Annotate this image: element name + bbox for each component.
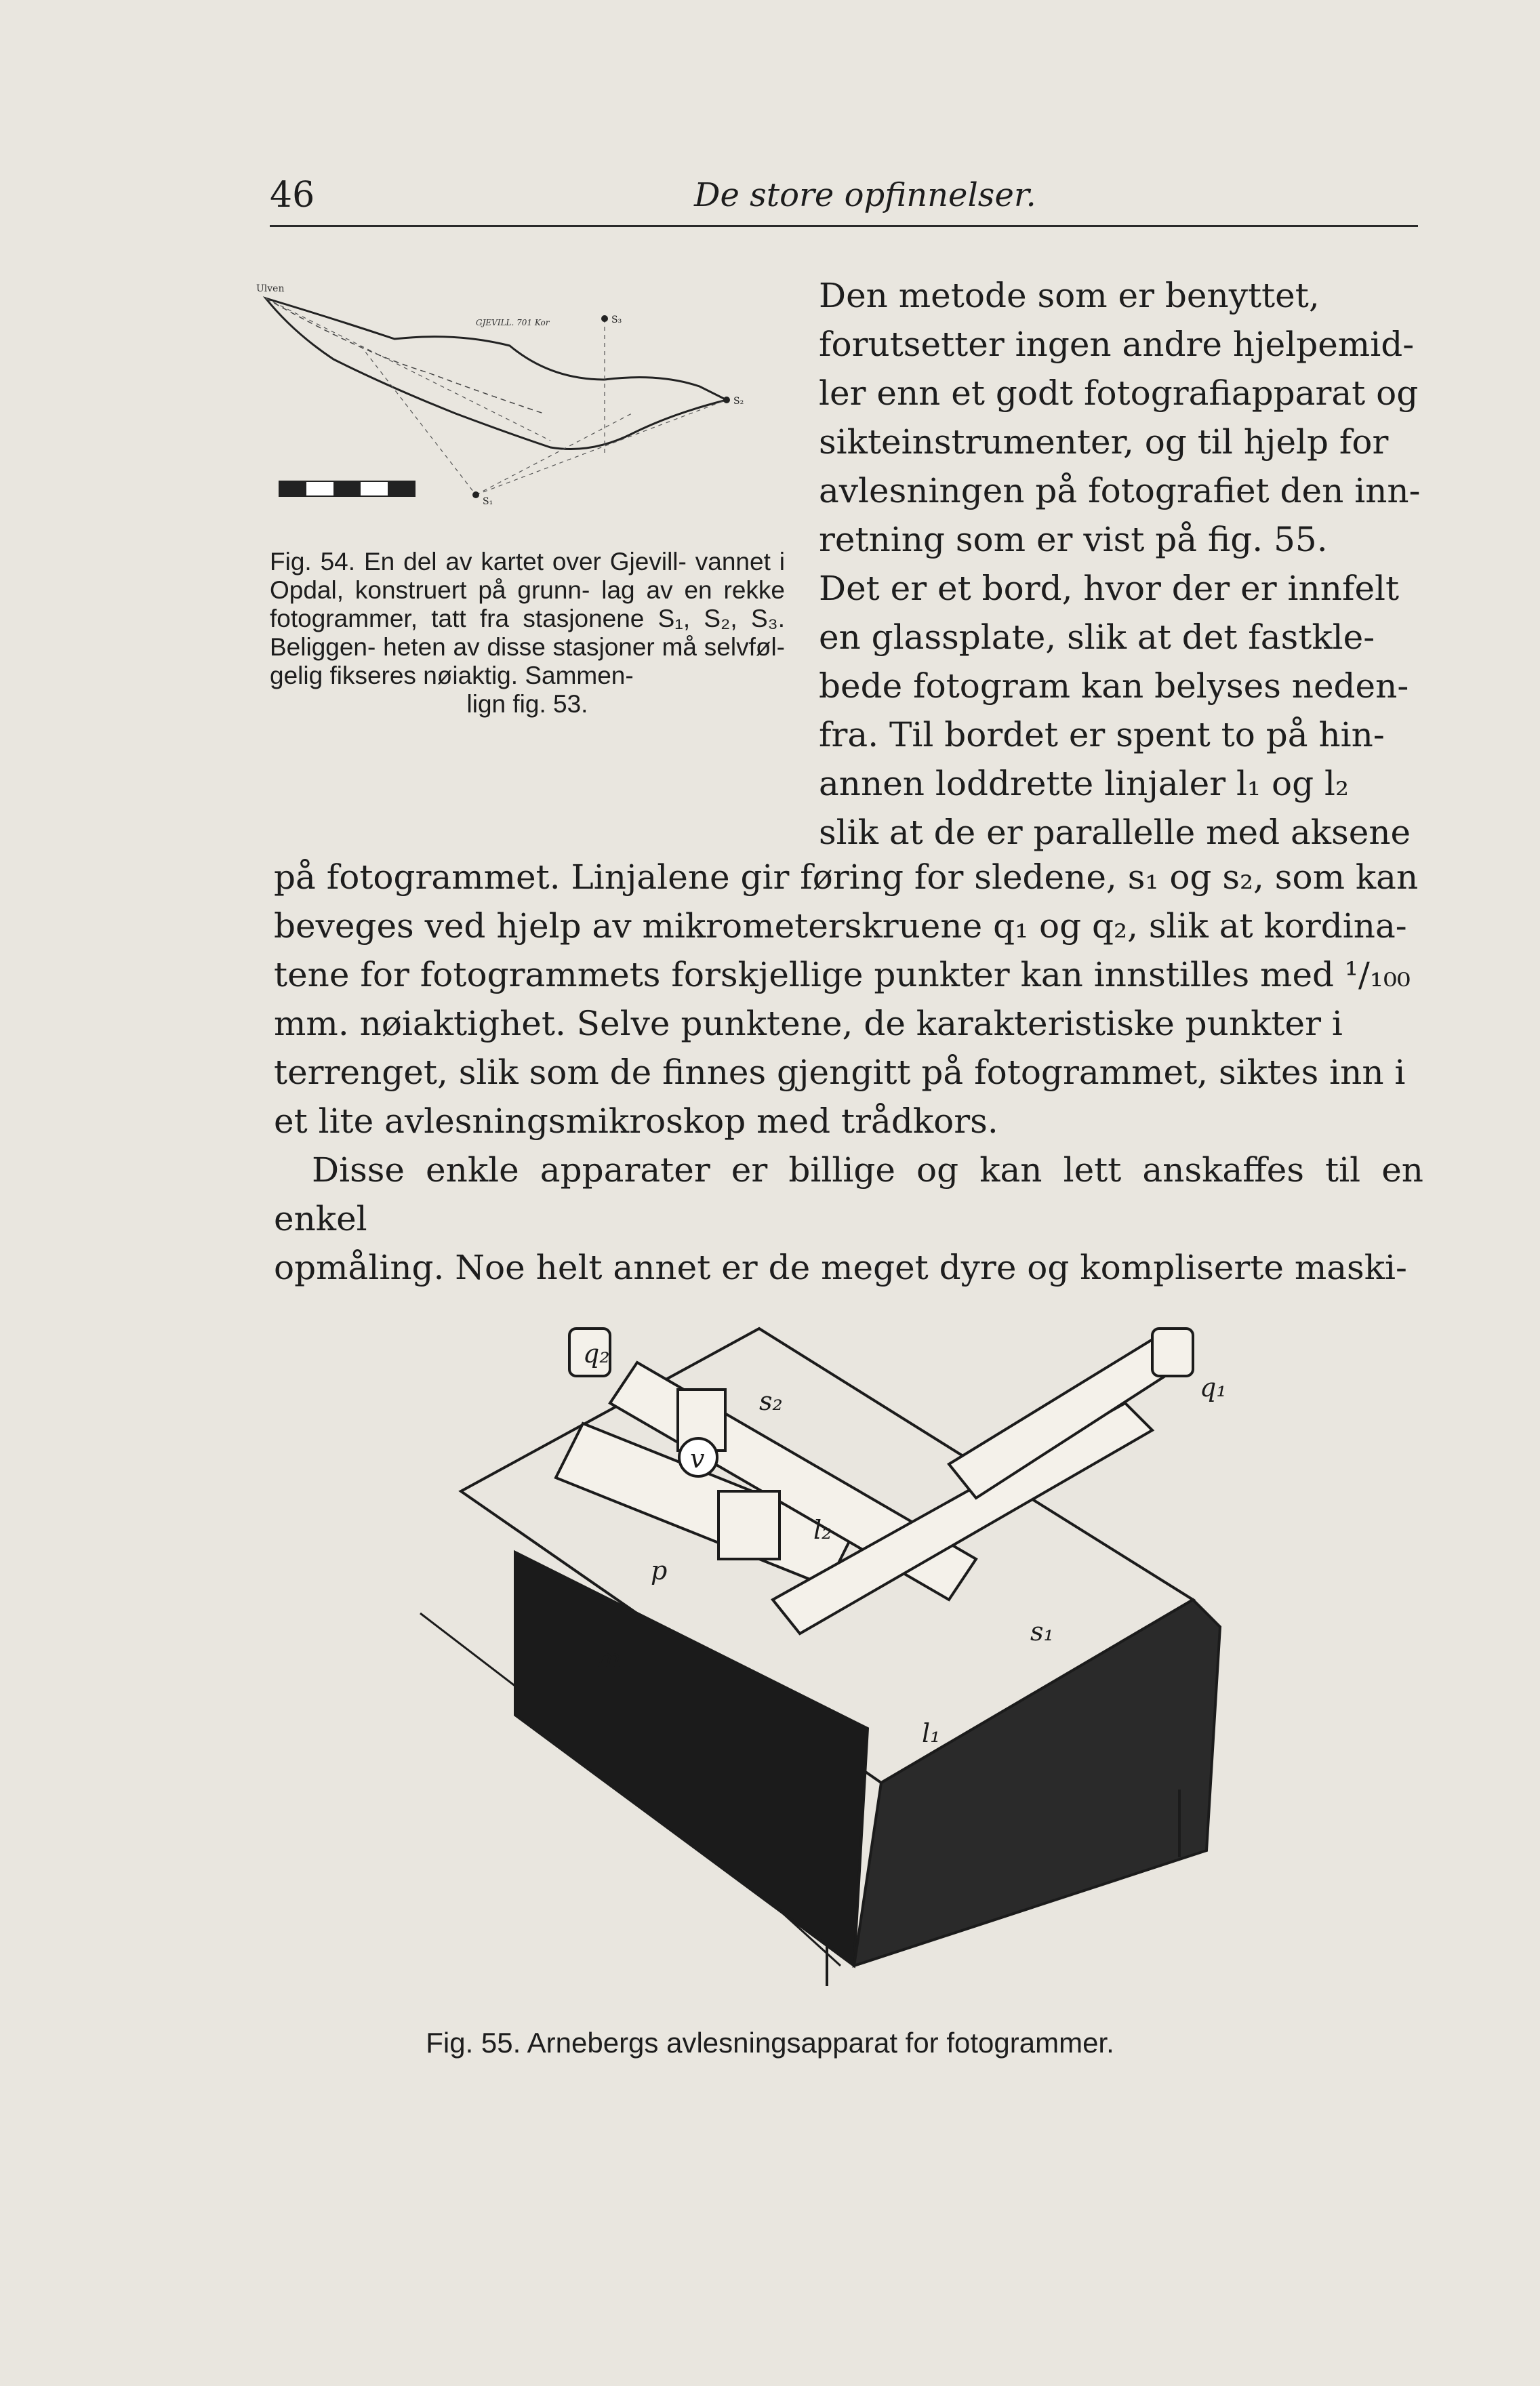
text-line: på fotogrammet. Linjalene gir føring for sledene, s₁ og s₂, som kan (274, 857, 1419, 897)
text-line: slik at de er parallelle med aksene (819, 813, 1411, 852)
table-side-face (854, 1600, 1220, 1966)
text-line: Disse enkle apparater er billige og kan lett anskaffes til en enkel (274, 1150, 1423, 1238)
apparatus-drawing (380, 1315, 1383, 1993)
caption-line: Fig. 54. En del av kartet over Gjevill- (270, 548, 687, 575)
scale-bar (279, 481, 415, 496)
label-l2: l₂ (813, 1515, 832, 1545)
station-s1-marker (472, 491, 479, 498)
text-line: et lite avlesningsmikroskop med trådkors. (274, 1101, 998, 1141)
figure-55-caption: Fig. 55. Arnebergs avlesningsapparat for fotogrammer. (426, 2027, 1114, 2059)
caption-line: gelig fikseres nøiaktig. Sammen- (270, 662, 634, 689)
caption-line: heten av disse stasjoner må selvføl- (383, 633, 785, 661)
text-line: bede fotogram kan belyses neden- (819, 666, 1409, 706)
caption-line: vannet i Opdal, konstruert på grunn- (270, 548, 785, 604)
text-line: en glassplate, slik at det fastkle- (819, 618, 1375, 657)
full-width-text (274, 853, 1423, 1292)
text-line: opmåling. Noe helt annet er de meget dyre og kompliserte maski- (274, 1248, 1407, 1287)
text-line: Den metode som er benyttet, (819, 276, 1320, 315)
screw-q1-head (1152, 1329, 1193, 1376)
map-label-ulven: Ulven (256, 283, 285, 294)
text-line: annen loddrette linjaler l₁ og l₂ (819, 764, 1350, 803)
right-column-text (819, 271, 1423, 857)
label-s2: s₂ (759, 1386, 783, 1416)
map-label-s3: S₃ (611, 315, 622, 325)
label-q1: q₁ (1200, 1373, 1227, 1402)
figure-55-apparatus (380, 1315, 1383, 1993)
caption-line: lign fig. 53. (466, 690, 588, 718)
text-line: terrenget, slik som de finnes gjengitt på fotogrammet, siktes inn i (274, 1053, 1406, 1092)
label-s1: s₁ (1030, 1617, 1054, 1646)
station-s2-marker (723, 397, 730, 403)
text-line: Det er et bord, hvor der er innfelt (819, 569, 1400, 608)
map-label-s2: S₂ (733, 396, 744, 407)
text-line: avlesningen på fotografiet den inn- (819, 471, 1421, 510)
survey-lines (266, 298, 727, 495)
figure-54-map (252, 278, 767, 515)
sight-line (266, 298, 544, 413)
text-line: sikteinstrumenter, og til hjelp for (819, 422, 1389, 462)
station-s3-marker (601, 315, 608, 322)
text-line: fra. Til bordet er spent to på hin- (819, 715, 1385, 754)
figure-54-caption (270, 548, 785, 719)
text-line: beveges ved hjelp av mikrometerskruene q₁ og q₂, slik at kordina- (274, 906, 1407, 946)
map-sketch (252, 278, 767, 515)
label-l1: l₁ (922, 1718, 941, 1748)
page-header (270, 171, 1418, 227)
label-q2: q₂ (583, 1339, 610, 1369)
caption-line: fra stasjonene S₁, S₂, S₃. Beliggen- (270, 605, 785, 661)
label-m: m (596, 1644, 622, 1674)
slide-block-s1 (718, 1491, 779, 1559)
text-line: ler enn et godt fotografiapparat og (819, 373, 1419, 413)
text-line: retning som er vist på fig. 55. (819, 520, 1328, 559)
map-label-s1: S₁ (483, 496, 493, 507)
text-line: tene for fotogrammets forskjellige punkter kan innstilles med ¹/₁₀₀ (274, 955, 1411, 994)
running-title: De store opfinnelser. (694, 176, 1036, 214)
map-label-lake: GJEVILL. 701 Kor (476, 318, 550, 327)
caption-line: lag av en rekke fotogrammer, tatt (270, 576, 786, 632)
page-number: 46 (270, 175, 315, 216)
label-p: p (651, 1556, 668, 1585)
text-line: mm. nøiaktighet. Selve punktene, de karakteristiske punkter i (274, 1004, 1343, 1043)
text-line: forutsetter ingen andre hjelpemid- (819, 325, 1415, 364)
label-v: v (690, 1444, 705, 1474)
